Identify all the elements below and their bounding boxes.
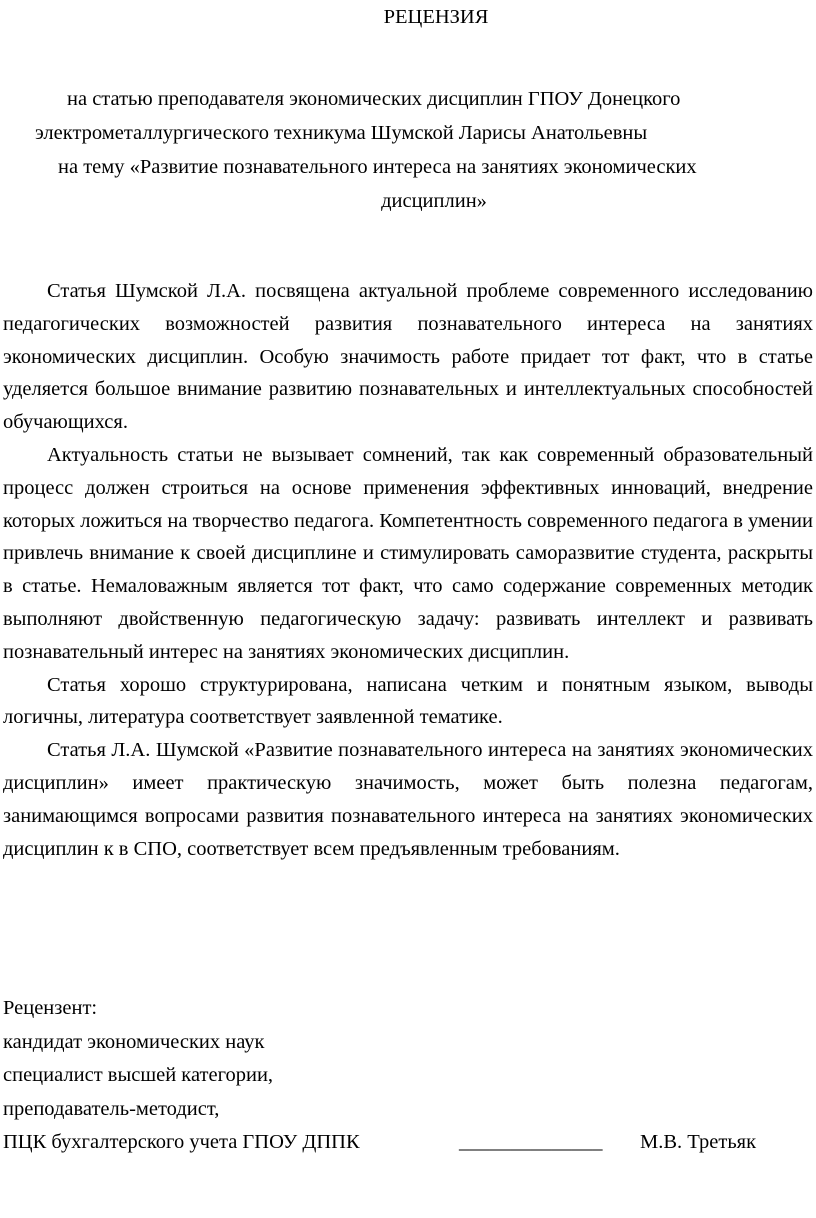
reviewer-signature-line: [3, 1126, 813, 1160]
body-paragraph: Статья Шумской Л.А. посвящена актуальной проблеме современного исследованию педагогических возможностей развития познавательного интереса на занятиях экономических дисциплин. Особую значимость работе придает тот факт, что в статье уделяется большое внимание развитию познавательных и интеллектуальных способностей обучающихся.: [3, 280, 813, 434]
reviewer-title-line: кандидат экономических наук: [3, 1030, 265, 1053]
subtitle-line: на статью преподавателя экономических дисциплин ГПОУ Донецкого: [67, 88, 681, 110]
subtitle-line: электрометаллургического техникума Шумской Ларисы Анатольевны: [35, 122, 648, 144]
reviewer-organization: ПЦК бухгалтерского учета ГПОУ ДППК: [3, 1131, 360, 1153]
reviewer-label: Рецензент:: [3, 997, 98, 1019]
review-body: [3, 275, 813, 865]
reviewer-title-line: преподаватель-методист,: [3, 1097, 220, 1120]
body-paragraph: Статья хорошо структурирована, написана четким и понятным языком, выводы логичны, литература соответствует заявленной тематике.: [3, 673, 813, 729]
reviewer-title-line: специалист высшей категории,: [3, 1064, 274, 1086]
reviewer-signature-block: [3, 992, 813, 1160]
body-paragraph: Актуальность статьи не вызывает сомнений, так как современный образовательный процесс должен строиться на основе применения эффективных инноваций, внедрение которых ложиться на творчество педагога. Компетентность современного педагога в умении привлечь внимание к своей дисциплине и стимулировать саморазвитие студента, раскрыты в статье. Немаловажным является тот факт, что само содержание современных методик выполняют двойственную педагогическую задачу: развивать интеллект и развивать познавательный интерес на занятиях экономических дисциплин.: [3, 443, 813, 663]
document-title: РЕЦЕНЗИЯ: [383, 6, 489, 28]
signature-blank: ______________: [459, 1131, 603, 1153]
reviewer-name: М.В. Третьяк: [640, 1131, 757, 1153]
subtitle-line: дисциплин»: [381, 190, 487, 212]
subtitle-line: на тему «Развитие познавательного интереса на занятиях экономических: [58, 156, 697, 178]
document-subtitle: [0, 82, 816, 218]
body-paragraph: Статья Л.А. Шумской «Развитие познавательного интереса на занятиях экономических дисциплин» имеет практическую значимость, может быть полезна педагогам, занимающимся вопросами развития познавательного интереса на занятиях экономических дисциплин к в СПО, соответствует всем предъявленным требованиям.: [3, 739, 813, 860]
